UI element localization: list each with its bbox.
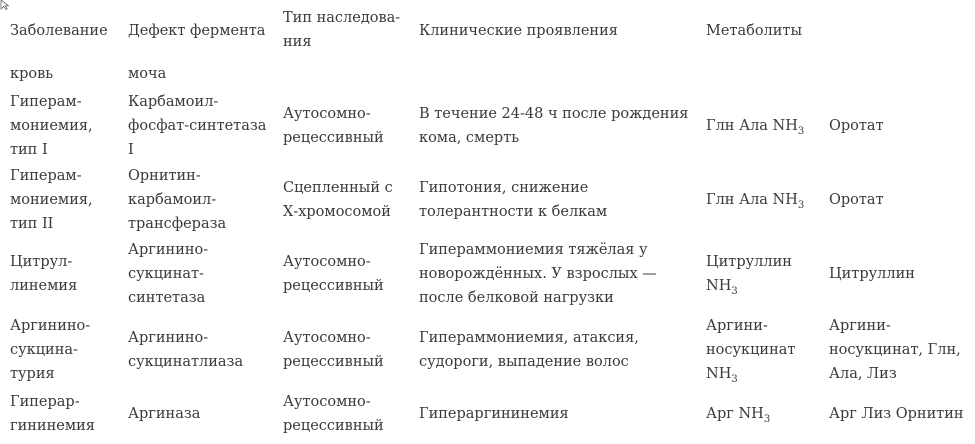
cell-blood: Аргини-носукцинат $NH_3$ bbox=[706, 318, 796, 385]
cell-urine: Цитруллин bbox=[829, 266, 915, 282]
cell-clinical: Гипераргининемия bbox=[419, 406, 569, 422]
cell-disease: Гиперар-гининемия bbox=[10, 394, 95, 434]
subheader-blood: кровь bbox=[10, 66, 54, 82]
subheader-urine: моча bbox=[128, 66, 167, 82]
header-metabolites: Метаболиты bbox=[706, 22, 802, 39]
cell-enzyme: Аргинино-сукцинат-синтетаза bbox=[128, 242, 209, 306]
table-row bbox=[4, 89, 975, 163]
cell-urine: Арг Лиз Орнитин bbox=[829, 406, 964, 422]
cell-blood: Глн Ала $NH_3$ bbox=[706, 192, 805, 211]
cell-enzyme: Аргиназа bbox=[128, 406, 201, 422]
table-header-row bbox=[4, 2, 975, 59]
cell-blood: Цитруллин $NH_3$ bbox=[706, 254, 792, 297]
cell-blood: Глн Ала $NH_3$ bbox=[706, 118, 805, 137]
cell-disease: Гиперам-мониемия, тип I bbox=[10, 94, 93, 158]
cell-inheritance: Аутосомно-рецессивный bbox=[283, 330, 384, 370]
cell-inheritance: Аутосомно-рецессивный bbox=[283, 254, 384, 294]
cell-inheritance: Аутосомно-рецессивный bbox=[283, 394, 384, 434]
cell-enzyme: Орнитин-карбамоил-трансфераза bbox=[128, 168, 227, 232]
cell-disease: Гиперам-мониемия, тип II bbox=[10, 168, 93, 232]
cell-enzyme: Аргинино-сукцинатлиаза bbox=[128, 330, 244, 370]
header-disease: Заболевание bbox=[10, 22, 108, 39]
cell-clinical: Гипераммониемия, атаксия, судороги, выпадение волос bbox=[419, 330, 639, 370]
header-enzyme: Дефект фермента bbox=[128, 22, 266, 39]
cell-urine: Оротат bbox=[829, 118, 884, 134]
cell-inheritance: Сцепленный с Х-хромосомой bbox=[283, 180, 393, 220]
cell-disease: Цитрул-линемия bbox=[10, 254, 78, 294]
cell-urine: Аргини-носукцинат, Глн, Ала, Лиз bbox=[829, 318, 961, 382]
table-subheader-row bbox=[4, 59, 975, 89]
table-row bbox=[4, 163, 975, 237]
cell-inheritance: Аутосомно-рецессивный bbox=[283, 106, 384, 146]
table-row bbox=[4, 311, 975, 389]
cell-disease: Аргинино-сукцина-турия bbox=[10, 318, 91, 382]
header-inheritance: Тип наследова-ния bbox=[283, 10, 401, 50]
header-clinical: Клинические проявления bbox=[419, 22, 618, 39]
urea-cycle-disorders-table bbox=[4, 2, 975, 439]
table-row bbox=[4, 389, 975, 439]
table-row bbox=[4, 237, 975, 311]
cell-clinical: Гипотония, снижение толерантности к белкам bbox=[419, 180, 608, 220]
cell-clinical: Гипераммониемия тяжёлая у новорождённых. У взрослых — после белковой нагрузки bbox=[419, 242, 657, 306]
cell-urine: Оротат bbox=[829, 192, 884, 208]
cell-clinical: В течение 24-48 ч после рождения кома, смерть bbox=[419, 106, 689, 146]
cell-enzyme: Карбамоил-фосфат-синтетаза I bbox=[128, 94, 267, 158]
cell-blood: Арг $NH_3$ bbox=[706, 406, 771, 425]
